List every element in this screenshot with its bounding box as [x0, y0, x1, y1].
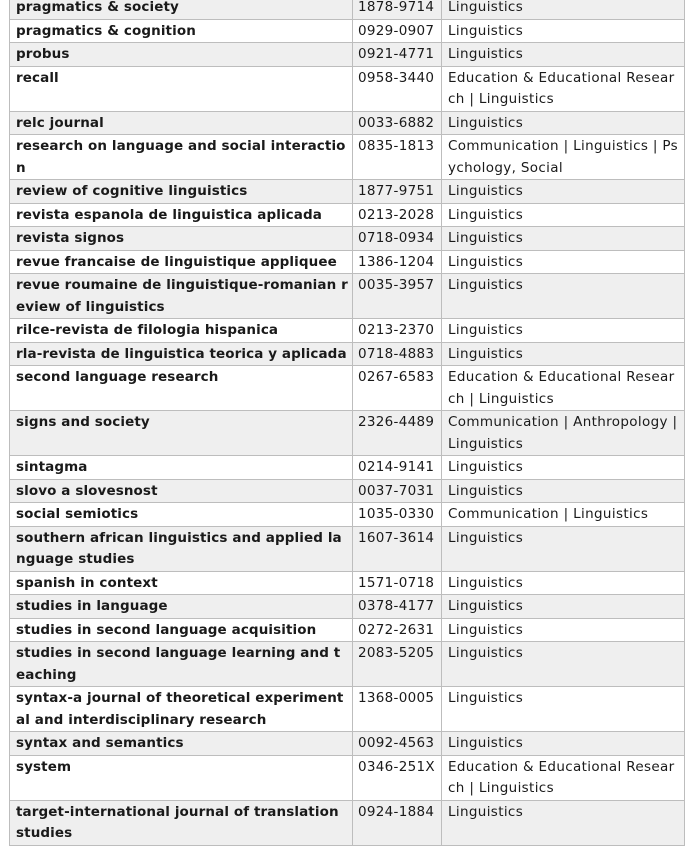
table-row: [10, 43, 685, 67]
category-cell: Linguistics: [442, 342, 685, 366]
category-cell: Communication | Linguistics: [442, 503, 685, 527]
issn-cell: 1877-9751: [353, 180, 442, 204]
journal-title-cell: spanish in context: [10, 571, 353, 595]
category-cell: Linguistics: [442, 250, 685, 274]
category-cell: Linguistics: [442, 274, 685, 319]
journal-title-cell: pragmatics & society: [10, 0, 353, 19]
table-row: [10, 571, 685, 595]
table-row: [10, 66, 685, 111]
journal-title-cell: studies in second language learning and teaching: [10, 642, 353, 687]
issn-cell: 2083-5205: [353, 642, 442, 687]
issn-cell: 1607-3614: [353, 526, 442, 571]
journal-title-cell: revista espanola de linguistica aplicada: [10, 203, 353, 227]
category-cell: Linguistics: [442, 526, 685, 571]
table-row: [10, 687, 685, 732]
table-row: [10, 250, 685, 274]
journal-title-cell: recall: [10, 66, 353, 111]
journal-title-cell: syntax and semantics: [10, 732, 353, 756]
table-row: [10, 135, 685, 180]
journal-title-cell: probus: [10, 43, 353, 67]
category-cell: Linguistics: [442, 19, 685, 43]
table-row: [10, 203, 685, 227]
issn-cell: 0272-2631: [353, 618, 442, 642]
category-cell: Linguistics: [442, 732, 685, 756]
journal-title-cell: pragmatics & cognition: [10, 19, 353, 43]
table-row: [10, 180, 685, 204]
table-row: [10, 479, 685, 503]
table-row: [10, 800, 685, 845]
table-row: [10, 19, 685, 43]
table-row: [10, 366, 685, 411]
issn-cell: 0092-4563: [353, 732, 442, 756]
journal-title-cell: review of cognitive linguistics: [10, 180, 353, 204]
journal-title-cell: research on language and social interaction: [10, 135, 353, 180]
issn-cell: 1368-0005: [353, 687, 442, 732]
category-cell: Linguistics: [442, 0, 685, 19]
category-cell: Linguistics: [442, 43, 685, 67]
issn-cell: 0921-4771: [353, 43, 442, 67]
table-row: [10, 595, 685, 619]
issn-cell: 0718-4883: [353, 342, 442, 366]
category-cell: Communication | Linguistics | Psychology, Social: [442, 135, 685, 180]
journal-title-cell: syntax-a journal of theoretical experimental and interdisciplinary research: [10, 687, 353, 732]
category-cell: Linguistics: [442, 800, 685, 845]
issn-cell: 1571-0718: [353, 571, 442, 595]
journal-title-cell: southern african linguistics and applied language studies: [10, 526, 353, 571]
table-row: [10, 0, 685, 19]
table-row: [10, 618, 685, 642]
category-cell: Communication | Anthropology | Linguistics: [442, 411, 685, 456]
table-row: [10, 526, 685, 571]
category-cell: Linguistics: [442, 456, 685, 480]
journal-table-container: [9, 0, 684, 846]
issn-cell: 0214-9141: [353, 456, 442, 480]
category-cell: Education & Educational Research | Linguistics: [442, 66, 685, 111]
issn-cell: 0037-7031: [353, 479, 442, 503]
table-row: [10, 503, 685, 527]
journal-title-cell: second language research: [10, 366, 353, 411]
category-cell: Linguistics: [442, 642, 685, 687]
journal-table-body: [10, 0, 685, 845]
table-row: [10, 227, 685, 251]
journal-title-cell: rla-revista de linguistica teorica y aplicada: [10, 342, 353, 366]
journal-title-cell: revue roumaine de linguistique-romanian review of linguistics: [10, 274, 353, 319]
table-row: [10, 111, 685, 135]
category-cell: Linguistics: [442, 571, 685, 595]
category-cell: Linguistics: [442, 595, 685, 619]
table-row: [10, 732, 685, 756]
category-cell: Education & Educational Research | Linguistics: [442, 755, 685, 800]
issn-cell: 1386-1204: [353, 250, 442, 274]
table-row: [10, 319, 685, 343]
issn-cell: 0213-2370: [353, 319, 442, 343]
category-cell: Linguistics: [442, 180, 685, 204]
issn-cell: 0958-3440: [353, 66, 442, 111]
table-row: [10, 342, 685, 366]
issn-cell: 0213-2028: [353, 203, 442, 227]
category-cell: Linguistics: [442, 227, 685, 251]
issn-cell: 0924-1884: [353, 800, 442, 845]
table-row: [10, 274, 685, 319]
issn-cell: 0033-6882: [353, 111, 442, 135]
category-cell: Linguistics: [442, 479, 685, 503]
journal-title-cell: revista signos: [10, 227, 353, 251]
table-row: [10, 411, 685, 456]
journal-table: [9, 0, 685, 846]
issn-cell: 1878-9714: [353, 0, 442, 19]
journal-title-cell: target-international journal of translation studies: [10, 800, 353, 845]
table-row: [10, 456, 685, 480]
journal-title-cell: slovo a slovesnost: [10, 479, 353, 503]
category-cell: Linguistics: [442, 203, 685, 227]
table-row: [10, 755, 685, 800]
issn-cell: 0718-0934: [353, 227, 442, 251]
journal-title-cell: studies in second language acquisition: [10, 618, 353, 642]
journal-title-cell: rilce-revista de filologia hispanica: [10, 319, 353, 343]
journal-title-cell: social semiotics: [10, 503, 353, 527]
issn-cell: 1035-0330: [353, 503, 442, 527]
category-cell: Education & Educational Research | Linguistics: [442, 366, 685, 411]
journal-title-cell: signs and society: [10, 411, 353, 456]
issn-cell: 0835-1813: [353, 135, 442, 180]
category-cell: Linguistics: [442, 618, 685, 642]
journal-title-cell: revue francaise de linguistique appliquee: [10, 250, 353, 274]
journal-title-cell: system: [10, 755, 353, 800]
table-row: [10, 642, 685, 687]
issn-cell: 0346-251X: [353, 755, 442, 800]
journal-title-cell: relc journal: [10, 111, 353, 135]
issn-cell: 0035-3957: [353, 274, 442, 319]
category-cell: Linguistics: [442, 111, 685, 135]
issn-cell: 0929-0907: [353, 19, 442, 43]
category-cell: Linguistics: [442, 687, 685, 732]
journal-title-cell: studies in language: [10, 595, 353, 619]
issn-cell: 2326-4489: [353, 411, 442, 456]
category-cell: Linguistics: [442, 319, 685, 343]
issn-cell: 0378-4177: [353, 595, 442, 619]
issn-cell: 0267-6583: [353, 366, 442, 411]
journal-title-cell: sintagma: [10, 456, 353, 480]
